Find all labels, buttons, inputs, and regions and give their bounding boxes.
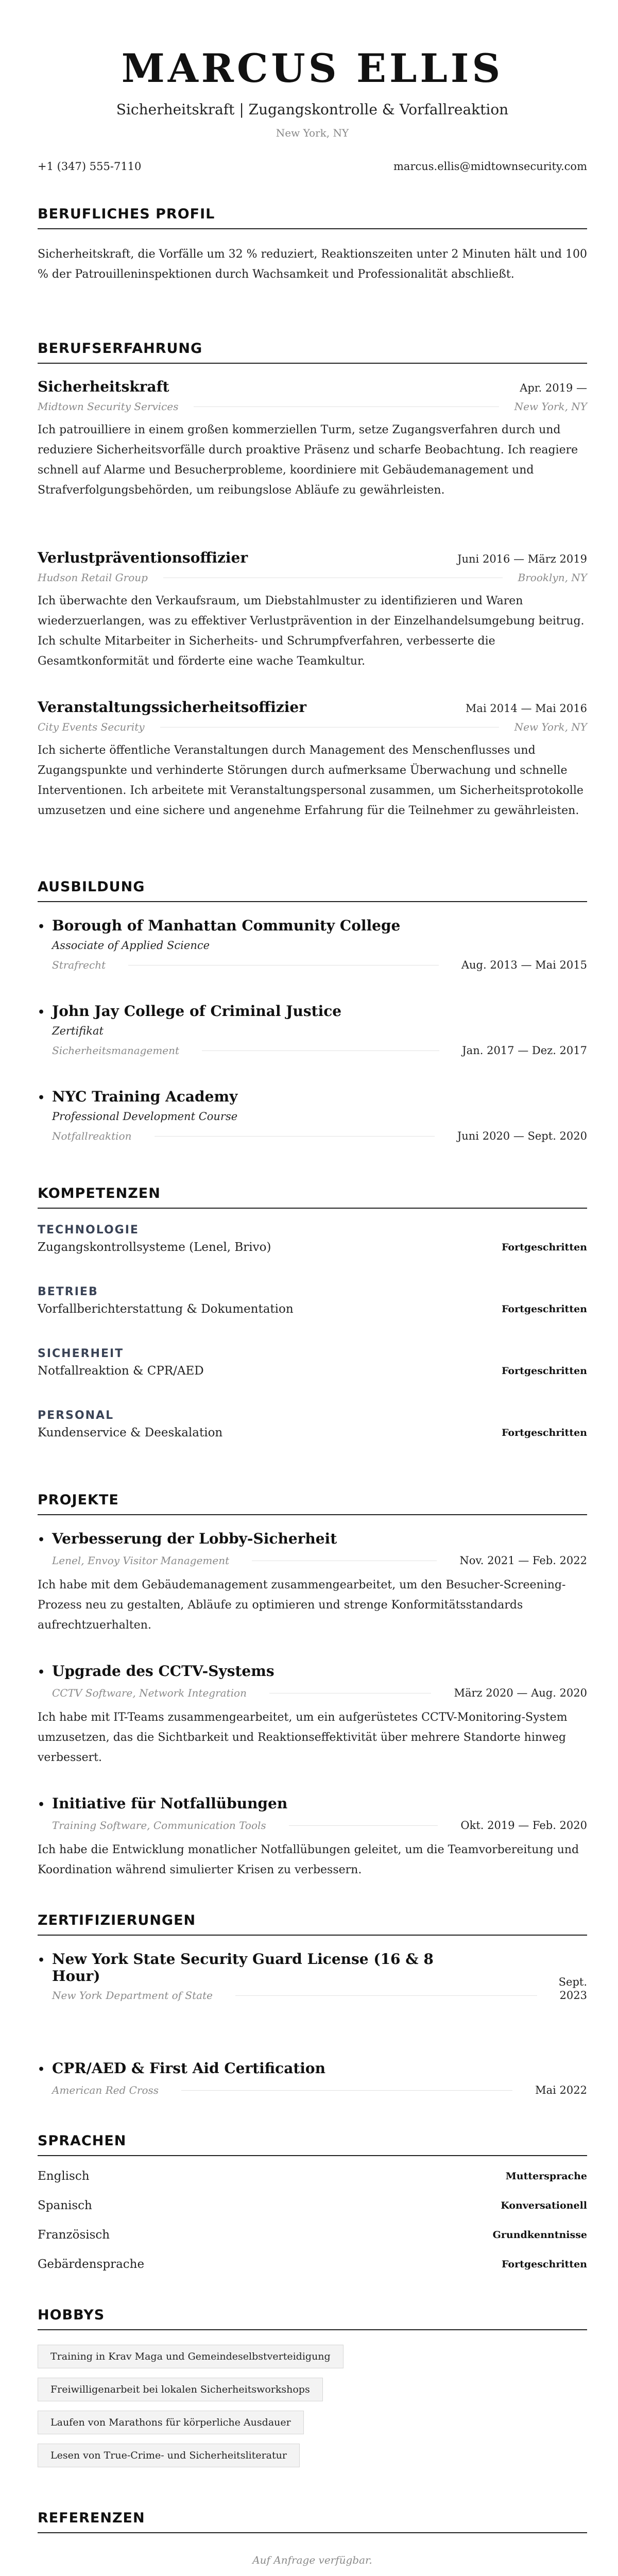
language-row: [38, 2258, 587, 2271]
section-title-experience: BERUFSERFAHRUNG: [38, 341, 587, 364]
certification-date: Mai 2022: [535, 2084, 587, 2096]
job-description: Ich überwachte den Verkaufsraum, um Diebstahlmuster zu identifizieren und Waren wiederzuerlangen, was zu effektiver Verlustprävention in der Einzelhandelsumgebung beitrug. Ich schulte Mitarbeiter in Sicherheits- und Schrumpfverfahren, verbesserte die Gesamtkonformität und förderte eine wache Teamkultur.: [38, 595, 585, 668]
skill-category: BETRIEB: [38, 1285, 98, 1298]
school-name: Borough of Manhattan Community College: [52, 917, 401, 934]
project-date: Okt. 2019 — Feb. 2020: [460, 1819, 587, 1832]
language-name: Englisch: [38, 2170, 90, 2183]
project-tools: CCTV Software, Network Integration: [52, 1687, 247, 1699]
skill-group: [38, 1347, 587, 1378]
contact-row: [38, 160, 587, 173]
candidate-name: MARCUS ELLIS: [121, 45, 504, 91]
hobby-tag: Lesen von True-Crime- und Sicherheitsliteratur: [38, 2444, 300, 2467]
field-of-study: Strafrecht: [52, 959, 106, 971]
project-description: Ich habe mit dem Gebäudemanagement zusammengearbeitet, um den Besucher-Screening-Prozess neu zu gestalten, Abläufe zu optimieren und strenge Konformitätsstandards aufrechtzuerhalten.: [38, 1579, 566, 1632]
certification-name-cont: Hour): [52, 1968, 100, 1985]
field-of-study: Sicherheitsmanagement: [52, 1044, 180, 1057]
candidate-location: New York, NY: [276, 127, 349, 139]
skill-level: Fortgeschritten: [501, 1365, 587, 1377]
profile-text: Sicherheitskraft, die Vorfälle um 32 % reduziert, Reaktionszeiten unter 2 Minuten hält und 100 % der Patrouilleninspektionen durch Wachsamkeit und Professionalität abschließt.: [38, 248, 587, 281]
hobby-tag: Laufen von Marathons für körperliche Ausdauer: [38, 2411, 304, 2434]
section-title-profile: BERUFLICHES PROFIL: [38, 206, 587, 229]
education-date: Jan. 2017 — Dez. 2017: [462, 1044, 587, 1057]
hobby-tag: Training in Krav Maga und Gemeindeselbstverteidigung: [38, 2345, 344, 2368]
hobby-tag: Freiwilligenarbeit bei lokalen Sicherheitsworkshops: [38, 2378, 323, 2401]
skill-category: TECHNOLOGIE: [38, 1224, 139, 1236]
school-name: NYC Training Academy: [52, 1088, 238, 1105]
language-level: Muttersprache: [505, 2171, 587, 2182]
bullet-icon: •: [38, 1666, 45, 1679]
job-entry: [38, 699, 587, 821]
candidate-subtitle: Sicherheitskraft | Zugangskontrolle & Vorfallreaktion: [116, 101, 509, 118]
language-level: Grundkenntnisse: [492, 2229, 587, 2241]
section-title-certifications: ZERTIFIZIERUNGEN: [38, 1912, 587, 1936]
references-text: Auf Anfrage verfügbar.: [252, 2554, 372, 2566]
job-title: Verlustpräventionsoffizier: [38, 549, 248, 566]
bullet-icon: •: [38, 1798, 45, 1811]
job-date: Juni 2016 — März 2019: [457, 553, 587, 565]
education-date: Aug. 2013 — Mai 2015: [461, 959, 587, 971]
job-title: Sicherheitskraft: [38, 378, 169, 395]
job-entry: [38, 378, 587, 500]
bullet-icon: •: [38, 1954, 45, 1967]
hobby-tag-row: [38, 2411, 587, 2434]
divider-line: [154, 1136, 435, 1137]
job-date: Apr. 2019 —: [520, 382, 587, 394]
skill-level: Fortgeschritten: [501, 1427, 587, 1438]
language-level: Konversationell: [501, 2200, 587, 2211]
job-location: Brooklyn, NY: [518, 571, 587, 584]
hobby-tag-row: [38, 2378, 587, 2401]
job-company: Midtown Security Services: [38, 400, 179, 413]
project-title: Upgrade des CCTV-Systems: [52, 1663, 274, 1680]
job-date: Mai 2014 — Mai 2016: [465, 702, 587, 715]
skill-group: [38, 1224, 587, 1254]
project-tools: Training Software, Communication Tools: [52, 1819, 266, 1832]
certification-entry: [38, 1951, 587, 2002]
language-name: Spanisch: [38, 2199, 92, 2212]
divider-line: [289, 1825, 438, 1826]
certification-date-line2: 2023: [559, 1989, 587, 2002]
project-entry: [38, 1530, 587, 1635]
degree: Professional Development Course: [52, 1110, 238, 1123]
certification-name: New York State Security Guard License (16 & 8: [52, 1951, 434, 1968]
job-location: New York, NY: [514, 721, 587, 733]
section-title-references: REFERENZEN: [38, 2510, 587, 2533]
skill-level: Fortgeschritten: [501, 1242, 587, 1253]
project-entry: [38, 1663, 587, 1768]
project-entry: [38, 1795, 587, 1880]
education-entry: [38, 1088, 587, 1142]
field-of-study: Notfallreaktion: [52, 1130, 132, 1142]
skill-name: Kundenservice & Deeskalation: [38, 1426, 223, 1439]
job-location: New York, NY: [514, 400, 587, 413]
section-title-education: AUSBILDUNG: [38, 879, 587, 902]
education-date: Juni 2020 — Sept. 2020: [457, 1130, 587, 1142]
hobby-tag-row: [38, 2444, 587, 2467]
skill-name: Notfallreaktion & CPR/AED: [38, 1364, 204, 1378]
education-entry: [38, 917, 587, 971]
language-row: [38, 2228, 587, 2242]
hobby-tag-row: [38, 2345, 587, 2368]
divider-line: [202, 1050, 439, 1051]
project-tools: Lenel, Envoy Visitor Management: [52, 1554, 230, 1567]
degree: Associate of Applied Science: [52, 939, 210, 952]
phone-number[interactable]: +1 (347) 555-7110: [38, 160, 142, 173]
certification-issuer: American Red Cross: [52, 2084, 159, 2096]
bullet-icon: •: [38, 2063, 45, 2076]
bullet-icon: •: [38, 1091, 45, 1105]
language-name: Französisch: [38, 2228, 110, 2242]
skill-category: SICHERHEIT: [38, 1347, 124, 1360]
project-title: Verbesserung der Lobby-Sicherheit: [52, 1530, 337, 1547]
certification-entry: [38, 2060, 587, 2096]
section-title-hobbies: HOBBYS: [38, 2307, 587, 2330]
divider-line: [194, 406, 499, 407]
skill-name: Vorfallberichterstattung & Dokumentation: [38, 1302, 294, 1316]
project-title: Initiative für Notfallübungen: [52, 1795, 288, 1812]
divider-line: [181, 2090, 512, 2091]
divider-line: [235, 1995, 537, 1996]
project-date: Nov. 2021 — Feb. 2022: [459, 1554, 587, 1567]
language-row: [38, 2199, 587, 2212]
certification-issuer: New York Department of State: [52, 1989, 213, 2002]
section-title-languages: SPRACHEN: [38, 2133, 587, 2156]
school-name: John Jay College of Criminal Justice: [52, 1003, 342, 1020]
skill-category: PERSONAL: [38, 1409, 114, 1422]
section-title-skills: KOMPETENZEN: [38, 1185, 587, 1209]
job-description: Ich patrouilliere in einem großen kommerziellen Turm, setze Zugangsverfahren durch und reduziere Sicherheitsvorfälle durch proaktive Präsenz und scharfe Beobachtung. Ich reagiere schnell auf Alarme und Besucherprobleme, koordiniere mit Gebäudemanagement und Strafverfolgungsbehörden, um reibungslose Abläufe zu gewährleisten.: [38, 423, 578, 497]
job-entry: [38, 549, 587, 671]
certification-date-line1: Sept.: [558, 1976, 587, 1988]
email-address[interactable]: marcus.ellis@midtownsecurity.com: [393, 160, 587, 173]
degree: Zertifikat: [52, 1025, 104, 1037]
project-date: März 2020 — Aug. 2020: [454, 1687, 587, 1699]
language-row: [38, 2170, 587, 2183]
bullet-icon: •: [38, 1006, 45, 1019]
job-company: Hudson Retail Group: [38, 571, 148, 584]
job-title: Veranstaltungssicherheitsoffizier: [38, 699, 306, 716]
bullet-icon: •: [38, 1533, 45, 1547]
section-title-projects: PROJEKTE: [38, 1492, 587, 1515]
skill-name: Zugangskontrollsysteme (Lenel, Brivo): [38, 1241, 271, 1254]
certification-name: CPR/AED & First Aid Certification: [52, 2060, 325, 2077]
bullet-icon: •: [38, 920, 45, 934]
job-company: City Events Security: [38, 721, 145, 733]
skill-group: [38, 1285, 587, 1316]
education-entry: [38, 1003, 587, 1057]
project-description: Ich habe mit IT-Teams zusammengearbeitet, um ein aufgerüstetes CCTV-Monitoring-System umzusetzen, das die Sichtbarkeit und Reaktionseffektivität über mehrere Standorte hinweg verbessert.: [38, 1711, 568, 1764]
project-description: Ich habe die Entwicklung monatlicher Notfallübungen geleitet, um die Teamvorbereitung und Koordination während simulierter Krisen zu verbessern.: [38, 1843, 579, 1876]
language-name: Gebärdensprache: [38, 2258, 145, 2271]
language-level: Fortgeschritten: [501, 2259, 587, 2270]
skill-group: [38, 1409, 587, 1439]
skill-level: Fortgeschritten: [501, 1303, 587, 1315]
job-description: Ich sicherte öffentliche Veranstaltungen durch Management des Menschenflusses und Zugangspunkte und verhinderte Störungen durch aufmerksame Überwachung und schnelle Interventionen. Ich arbeitete mit Veranstaltungspersonal zusammen, um Sicherheitsprotokolle umzusetzen und eine sichere und angenehme Erfahrung für die Teilnehmer zu gewährleisten.: [38, 744, 583, 817]
